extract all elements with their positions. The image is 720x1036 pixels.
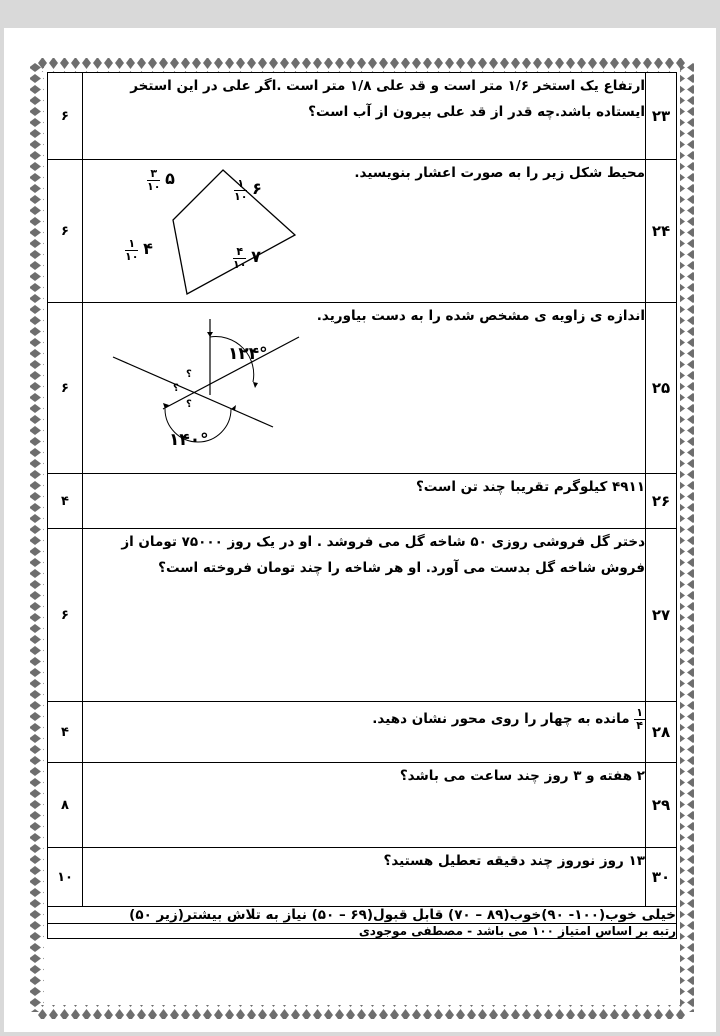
footer-grading-row [48,907,677,924]
angle-label-140: ۱۴۰° [169,430,209,450]
question-row [48,702,677,763]
question-score: ۶ [61,223,69,239]
fraction-one-quarter: $\frac{۱}{۴}$ [636,705,643,732]
question-number: ۲۹ [651,796,671,814]
question-row [48,529,677,702]
question-number: ۲۵ [651,379,671,397]
question-number: ۲۴ [651,222,671,240]
question-number: ۲۸ [651,723,671,741]
angle-label-124: ۱۲۴° [228,344,268,364]
question-number: ۲۳ [651,107,671,125]
footer-note-row [48,924,677,939]
author-note: رتبه بر اساس امتیاز ۱۰۰ می باشد - مصطفی موجودی [48,924,677,939]
question-number: ۳۰ [651,868,671,886]
question-row [48,160,677,303]
question-score: ۸ [61,797,69,813]
question-score: ۴ [61,493,69,509]
question-score: ۴ [61,724,69,740]
question-row [48,73,677,160]
side-label-left: ۴ $\frac{۱}{۱۰}$ [125,236,153,263]
question-text: ۴۹۱۱ کیلوگرم تقریبا چند تن است؟ [415,479,645,495]
question-text: ۲ هفته و ۳ روز چند ساعت می باشد؟ [399,768,645,784]
question-text: اندازه ی زاویه ی مشخص شده را به دست بیاورید. [316,308,645,324]
question-text: دختر گل فروشی روزی ۵۰ شاخه گل می فروشد . او در یک روز ۷۵۰۰۰ تومان از فروش شاخه گل بدست می آورد. او هر شاخه را چند تومان فروخته است؟ [121,534,645,576]
question-text: محیط شکل زیر را به صورت اعشار بنویسید. [354,165,645,181]
question-score: ۶ [61,108,69,124]
question-number: ۲۶ [651,492,671,510]
side-label-top-left: ۵ $\frac{۳}{۱۰}$ [147,166,175,193]
unknown-angle-3: ؟ [186,399,192,410]
grading-scale: خیلی خوب(۱۰۰- ۹۰)خوب(۸۹ – ۷۰) قابل قبول(۶۹ – ۵۰) نیاز به تلاش بیشتر(زیر ۵۰) [48,907,677,924]
unknown-angle-1: ؟ [186,369,192,380]
question-text: ۱۳ روز نوروز چند دقیقه تعطیل هستید؟ [383,853,645,869]
question-score: ۶ [61,607,69,623]
question-number: ۲۷ [651,606,671,624]
unknown-angle-2: ؟ [173,383,179,394]
question-row [48,763,677,848]
questions-table [47,72,677,939]
question-score: ۱۰ [57,869,73,885]
question-row [48,848,677,907]
question-row [48,474,677,529]
question-text: $\frac{۱}{۴}$ مانده به چهار را روی محور نشان دهید. [372,705,643,732]
question-row [48,303,677,474]
side-label-bottom-right: ۷ $\frac{۴}{۱۰}$ [233,244,261,271]
question-score: ۶ [61,380,69,396]
question-text: ارتفاع یک استخر ۱/۶ متر است و قد علی ۱/۸ متر است .اگر علی در این استخر ایستاده باشد.چه قدر از قد علی بیرون از آب است؟ [130,78,645,120]
side-label-top-right: ۶ $\frac{۱}{۱۰}$ [234,176,262,203]
